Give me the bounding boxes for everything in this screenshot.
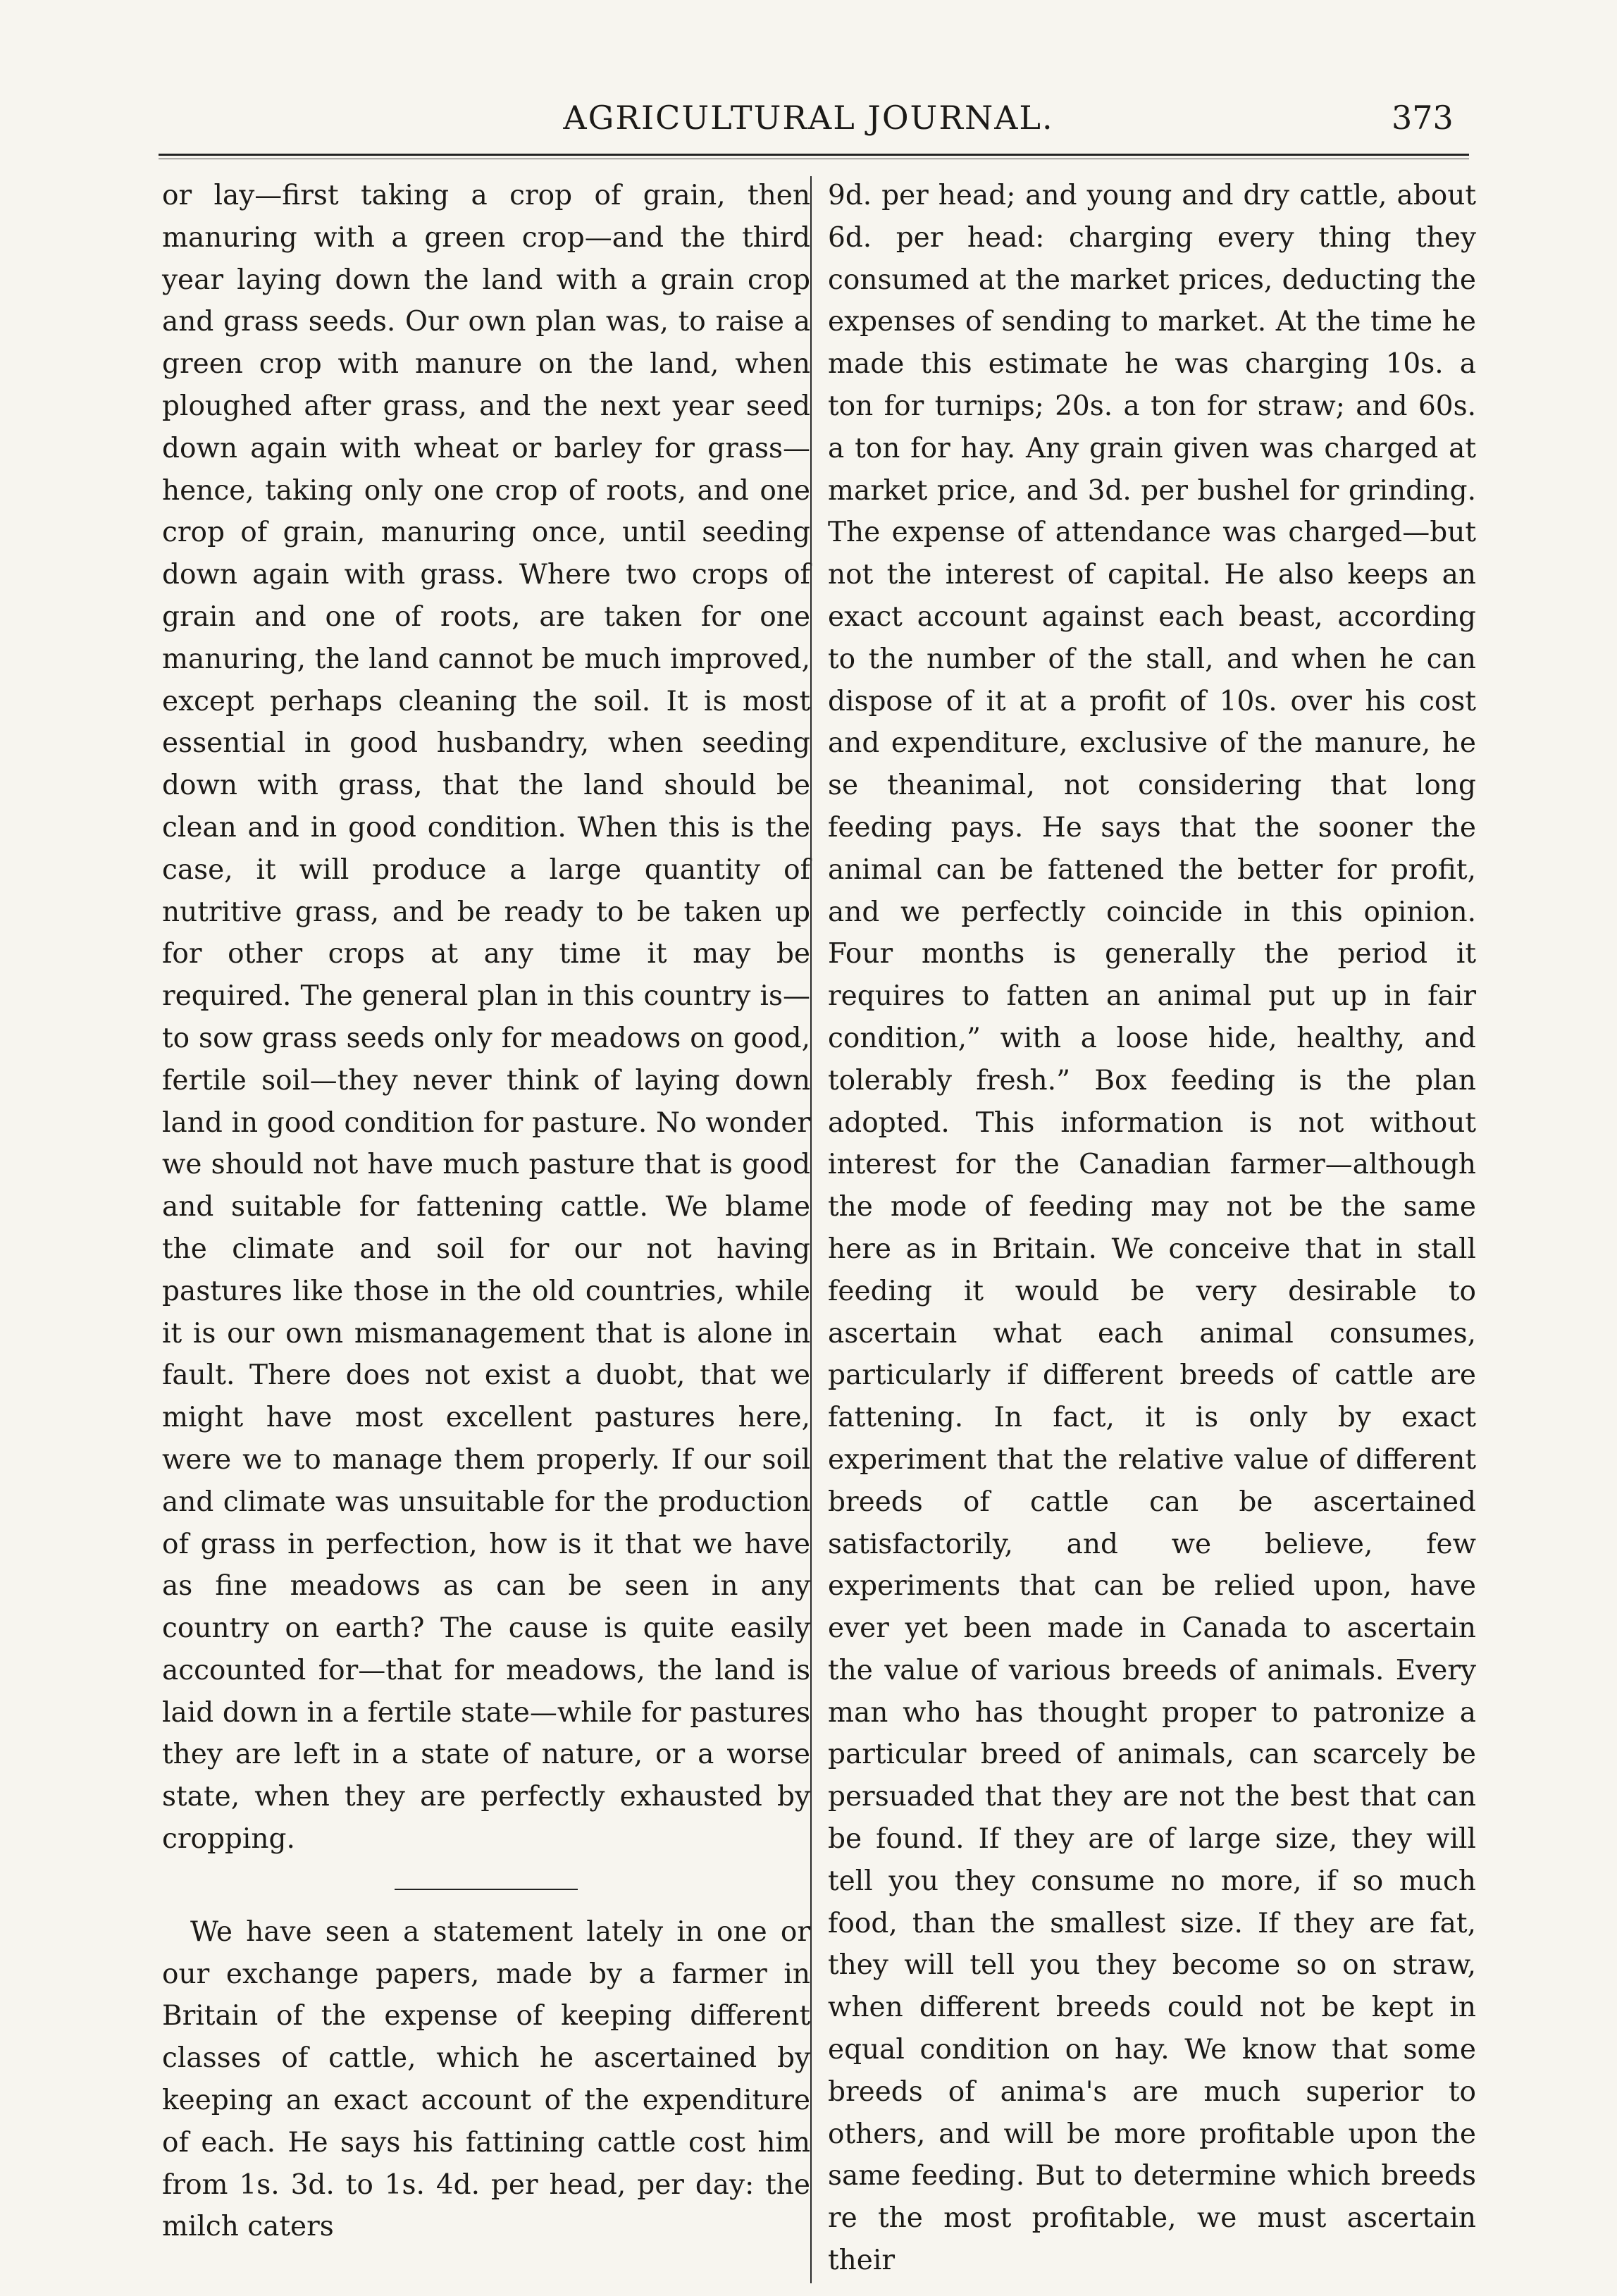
- left-column: [162, 175, 810, 2248]
- right-paragraph-1: 9d. per head; and young and dry cattle, about 6d. per head: charging every thing they consumed at the market prices, deducting the expenses of sending to market. At the time he made this estimate he was charging 10s. a ton for turnips; 20s. a ton for straw; and 60s. a ton for hay. Any grain given was charged at market price, and 3d. per bushel for grinding. The expense of attendance was charged—but not the interest of capital. He also keeps an exact account against each beast, according to the number of the stall, and when he can dispose of it at a profit of 10s. over his cost and expenditure, exclusive of the manure, he se theanimal, not considering that long feeding pays. He says that the sooner the animal can be fattened the better for profit, and we perfectly coincide in this opinion. Four months is generally the period it requires to fatten an animal put up in fair condition,” with a loose hide, healthy, and tolerably fresh.” Box feeding is the plan adopted. This information is not without interest for the Canadian farmer—although the mode of feeding may not be the same here as in Britain. We conceive that in stall feeding it would be very desirable to ascertain what each animal consumes, particularly if different breeds of cattle are fattening. In fact, it is only by exact experiment that the relative value of different breeds of cattle can be ascertained satisfactorily, and we believe, few experiments that can be relied upon, have ever yet been made in Canada to ascertain the value of various breeds of animals. Every man who has thought proper to patronize a particular breed of animals, can scarcely be persuaded that they are not the best that can be found. If they are of large size, they will tell you they consume no more, if so much food, than the smallest size. If they are fat, they will tell you they become so on straw, when different breeds could not be kept in equal condition on hay. We know that some breeds of anima's are much superior to others, and will be more profitable upon the same feeding. But to determine which breeds re the most profitable, we must ascertain their: [828, 180, 1476, 2277]
- page-header: [0, 99, 1617, 155]
- right-column: [828, 175, 1476, 2282]
- section-divider-rule: [395, 1889, 578, 1890]
- left-paragraph-2: We have seen a statement lately in one or our exchange papers, made by a farmer in Britain of the expense of keeping different classes of cattle, which he ascertained by keeping an exact account of the expenditure of each. He says his fattining cattle cost him from 1s. 3d. to 1s. 4d. per head, per day: the milch caters: [162, 1915, 810, 2243]
- page-number: 373: [1392, 99, 1454, 137]
- column-divider: [810, 176, 812, 2283]
- left-paragraph-1: or lay—first taking a crop of grain, then manuring with a green crop—and the third year laying down the land with a grain crop and grass seeds. Our own plan was, to raise a green crop with manure on the land, when ploughed after grass, and the next year seed down again with wheat or barley for grass—hence, taking only one crop of roots, and one crop of grain, manuring once, until seeding down again with grass. Where two crops of grain and one of roots, are taken for one manuring, the land cannot be much improved, except perhaps cleaning the soil. It is most essential in good husbandry, when seeding down with grass, that the land should be clean and in good condition. When this is the case, it will produce a large quantity of nutritive grass, and be ready to be taken up for other crops at any time it may be required. The general plan in this country is—to sow grass seeds only for meadows on good, fertile soil—they never think of laying down land in good condition for pasture. No wonder we should not have much pasture that is good and suitable for fattening cattle. We blame the climate and soil for our not having pastures like those in the old countries, while it is our own mismanagement that is alone in fault. There does not exist a duobt, that we might have most excellent pastures here, were we to manage them properly. If our soil and climate was unsuitable for the production of grass in perfection, how is it that we have as fine meadows as can be seen in any country on earth? The cause is quite easily accounted for—that for meadows, the land is laid down in a fertile state—while for pastures they are left in a state of nature, or a worse state, when they are perfectly exhausted by cropping.: [162, 180, 810, 1856]
- header-rule: [159, 154, 1469, 159]
- running-head: AGRICULTURAL JOURNAL.: [563, 99, 1054, 137]
